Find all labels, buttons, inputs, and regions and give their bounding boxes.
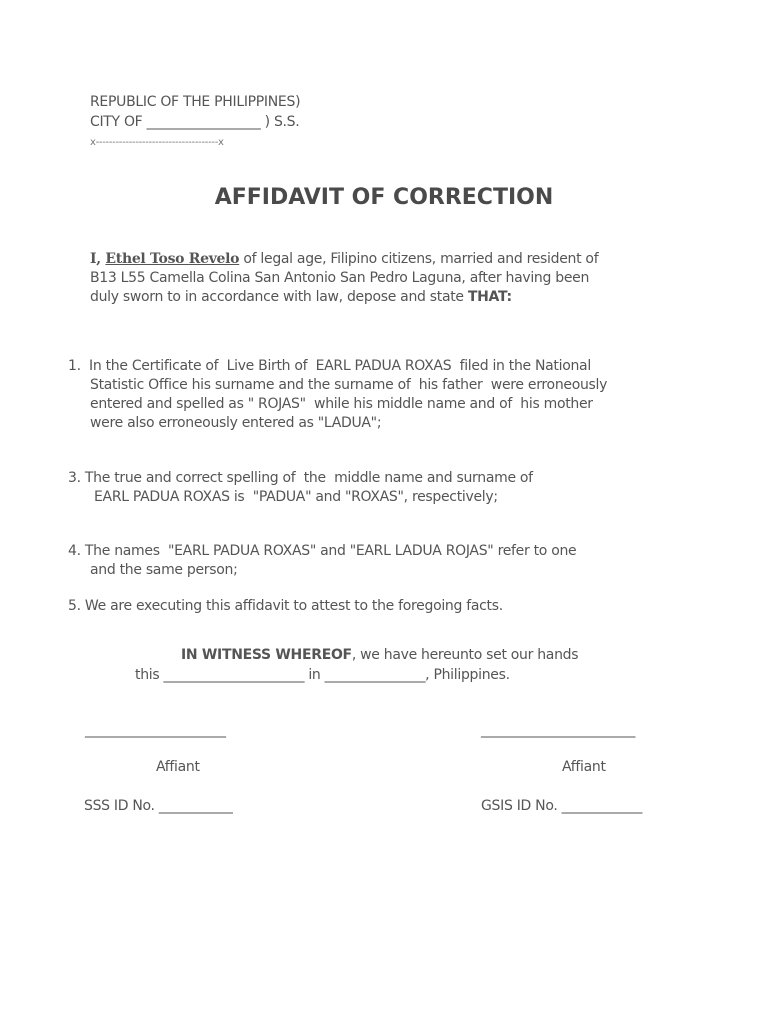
document-title: AFFIDAVIT OF CORRECTION — [214, 185, 554, 210]
left-signature-line: _____________________ — [85, 722, 226, 738]
item-1-line: Statistic Office his surname and the surname of his father were erroneously — [90, 377, 608, 393]
right-signature-line: _______________________ — [481, 722, 636, 738]
header-republic: REPUBLIC OF THE PHILIPPINES) — [90, 94, 301, 110]
intro-that: THAT: — [467, 289, 512, 305]
witness-bold: IN WITNESS WHEREOF — [181, 647, 352, 663]
item-1-line: entered and spelled as " ROJAS" while his middle name and of his mother — [90, 396, 593, 412]
item-4-line: 4. The names "EARL PADUA ROXAS" and "EARL LADUA ROJAS" refer to one — [68, 543, 577, 559]
witness-line-1 — [181, 646, 578, 665]
intro-prefix: I, — [90, 251, 106, 267]
header-city: CITY OF _________________ ) S.S. — [90, 114, 300, 130]
item-5-line: 5. We are executing this affidavit to attest to the foregoing facts. — [68, 598, 503, 614]
intro-line-3 — [90, 288, 512, 307]
witness-line-2: this _____________________ in _______________, Philippines. — [135, 667, 510, 683]
header-separator: x-------------------------------------x — [90, 137, 224, 148]
left-affiant-label: Affiant — [156, 759, 200, 775]
sss-id-field: SSS ID No. ___________ — [84, 798, 233, 814]
item-3-line: EARL PADUA ROXAS is "PADUA" and "ROXAS", respectively; — [94, 489, 498, 505]
intro-line-1 — [90, 250, 598, 269]
intro-rest: of legal age, Filipino citizens, married and resident of — [239, 251, 599, 267]
right-affiant-label: Affiant — [562, 759, 606, 775]
witness-rest: , we have hereunto set our hands — [351, 647, 579, 663]
affiant-name: Ethel Toso Revelo — [105, 251, 240, 267]
item-4-line: and the same person; — [90, 562, 238, 578]
item-3-line: 3. The true and correct spelling of the middle name and surname of — [68, 470, 533, 486]
item-1-line: were also erroneously entered as "LADUA"; — [90, 415, 382, 431]
intro-line-2: B13 L55 Camella Colina San Antonio San Pedro Laguna, after having been — [90, 270, 590, 286]
item-1-line: 1. In the Certificate of Live Birth of EARL PADUA ROXAS filed in the National — [68, 358, 591, 374]
intro-line-3-text: duly sworn to in accordance with law, depose and state — [90, 289, 468, 305]
gsis-id-field: GSIS ID No. ____________ — [481, 798, 643, 814]
